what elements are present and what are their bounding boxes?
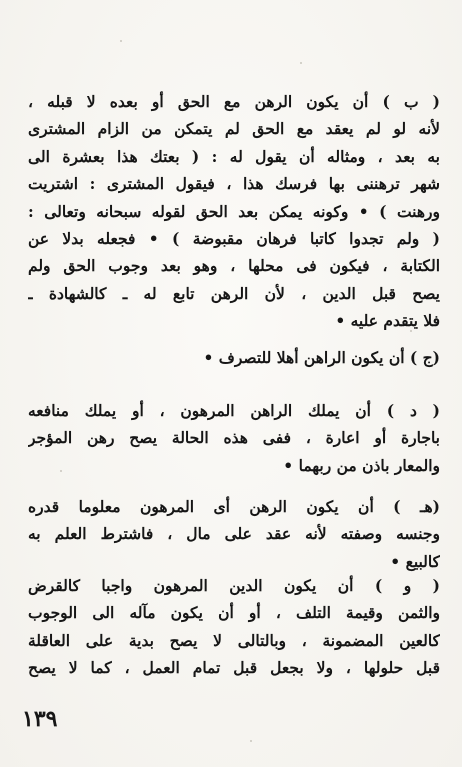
paragraph-h xyxy=(28,493,440,575)
text-line: ( ب ) أن يكون الرهن مع الحق أو بعده لا قبله ، xyxy=(28,92,440,111)
text-line: (ج ) أن يكون الراهن أهلا للتصرف • xyxy=(203,348,440,367)
text-line: ورهنت ) • وكونه يمكن بعد الحق لقوله سبحانه وتعالى : xyxy=(28,201,440,221)
text-line: ( ولم تجدوا كاتبا فرهان مقبوضة ) • فجعله بدلا عن xyxy=(28,229,440,249)
scan-speck xyxy=(60,470,62,472)
scan-speck xyxy=(120,40,122,42)
text-line: والمعار باذن من ربهما • xyxy=(283,455,440,475)
text-line: لأنه لو لم يعقد مع الحق لم يتمكن من الزام المشترى xyxy=(28,119,440,139)
page-number: ١٣٩ xyxy=(22,706,58,732)
text-line: به بعد ، ومثاله أن يقول له : ( بعتك هذا بعشرة الى xyxy=(28,146,440,166)
text-line: الكتابة ، فيكون فى محلها ، وهو بعد وجوب الحق ولم xyxy=(28,256,440,276)
scan-speck xyxy=(410,330,412,332)
text-line: باجارة أو اعارة ، ففى هذه الحالة يصح رهن المؤجر xyxy=(28,428,440,448)
text-line: والثمن وقيمة التلف ، أو أن يكون مآله الى الوجوب xyxy=(28,603,440,623)
text-line: فلا يتقدم عليه • xyxy=(335,311,440,331)
text-line: وجنسه وصفته لأنه عقد على مال ، فاشترط العلم به xyxy=(28,524,440,544)
text-line: يصح قبل الدين ، لأن الرهن تابع له ـ كالشهادة ـ xyxy=(28,283,440,303)
text-line: قبل حلولها ، ولا بجعل قبل تمام العمل ، كما لا يصح xyxy=(28,658,440,678)
text-line: ( و ) أن يكون الدين المرهون واجبا كالقرض xyxy=(28,576,440,595)
paragraph-d xyxy=(28,397,440,479)
paragraph-w xyxy=(28,572,440,682)
scan-speck xyxy=(300,62,302,64)
paragraph-c xyxy=(28,344,440,371)
text-line: كالبيع • xyxy=(390,551,440,571)
paragraph-b xyxy=(28,88,440,335)
text-line: شهر ترهننى بها فرسك هذا ، فيقول المشترى : اشتريت xyxy=(28,174,440,194)
text-line: (هـ ) أن يكون الرهن أى المرهون معلوما قدره xyxy=(28,497,440,516)
text-line: كالعين المضمونة ، وبالتالى لا يصح بدية على العاقلة xyxy=(28,630,440,650)
text-line: ( د ) أن يملك الراهن المرهون ، أو يملك منافعه xyxy=(28,401,440,420)
scan-speck xyxy=(250,740,252,742)
